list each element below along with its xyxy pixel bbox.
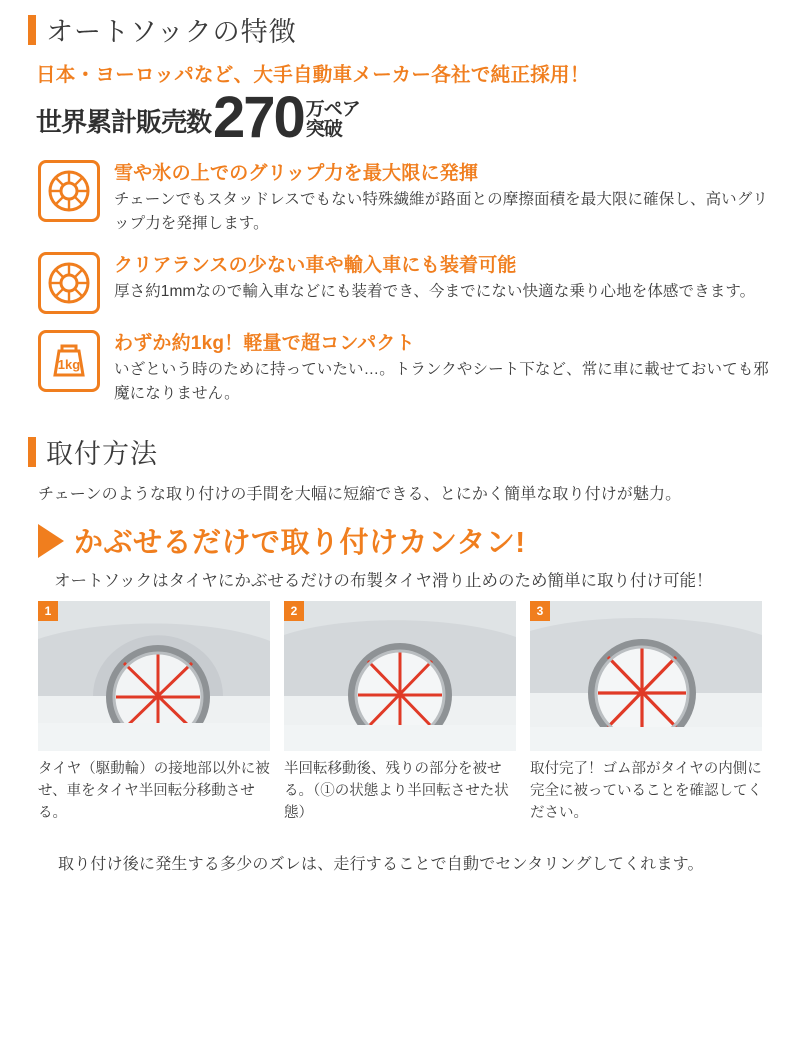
install-banner-text: かぶせるだけで取り付けカンタン! xyxy=(74,527,526,560)
step-photo xyxy=(284,601,516,751)
tire-icon xyxy=(38,252,100,314)
sales-count-suffix xyxy=(306,100,360,144)
features-section-heading xyxy=(28,10,772,49)
step-caption: 半回転移動後、残りの部分を被せる。（①の状態より半回転させた状態） xyxy=(284,761,509,821)
install-step xyxy=(38,601,270,824)
install-title: 取付方法 xyxy=(46,439,158,470)
sales-count-number: 270 xyxy=(213,85,304,150)
headline-lead: 日本・ヨーロッパなど、大手自動車メーカー各社で純正採用！ xyxy=(36,64,590,86)
tire-icon xyxy=(38,160,100,222)
feature-body xyxy=(114,328,772,406)
install-banner-subtext: オートソックはタイヤにかぶせるだけの布製タイヤ滑り止めのため簡単に取り付け可能！ xyxy=(54,572,713,591)
orange-bar-decoration xyxy=(28,15,36,45)
step-photo xyxy=(530,601,762,751)
step-number-badge: 2 xyxy=(284,601,304,621)
feature-item xyxy=(38,158,772,236)
sales-count-note: 突破 xyxy=(305,119,342,141)
install-steps xyxy=(38,601,772,824)
sales-count-unit: 万ペア xyxy=(305,99,360,121)
step-photo xyxy=(38,601,270,751)
install-lead-text: チェーンのような取り付けの手間を大幅に短縮できる、とにかく簡単な取り付けが魅力。 xyxy=(38,486,682,504)
step-caption: タイヤ（駆動輪）の接地部以外に被せ、車をタイヤ半回転分移動させる。 xyxy=(38,761,270,821)
install-closing-text: 取り付け後に発生する多少のズレは、走行することで自動でセンタリングしてくれます。 xyxy=(58,855,704,873)
step-number-badge: 3 xyxy=(530,601,550,621)
feature-text: チェーンでもスタッドレスでもない特殊繊維が路面との摩擦面積を最大限に確保し、高いグリップ力を発揮します。 xyxy=(114,191,768,233)
orange-bar-decoration xyxy=(28,437,36,467)
feature-text: 厚さ約1mmなので輸入車などにも装着でき、今までにない快適な乗り心地を体感できます。 xyxy=(114,283,756,301)
feature-title: 雪や氷の上でのグリップ力を最大限に発揮 xyxy=(114,163,479,185)
sales-count-row xyxy=(36,85,772,150)
feature-item xyxy=(38,328,772,406)
feature-item xyxy=(38,250,772,314)
install-section-heading xyxy=(28,432,772,471)
weight-1kg-icon xyxy=(38,330,100,392)
install-step xyxy=(530,601,762,824)
feature-body xyxy=(114,250,772,314)
feature-body xyxy=(114,158,772,236)
install-step xyxy=(284,601,516,824)
feature-title: クリアランスの少ない車や輸入車にも装着可能 xyxy=(114,255,517,277)
arrow-right-icon xyxy=(38,524,64,558)
feature-title: わずか約1kg！軽量で超コンパクト xyxy=(114,333,415,355)
page-root xyxy=(0,10,800,1052)
step-number-badge: 1 xyxy=(38,601,58,621)
page-title: オートソックの特徴 xyxy=(46,17,297,47)
sales-count-label: 世界累計販売数 xyxy=(36,107,212,138)
svg-text:1kg: 1kg xyxy=(57,357,81,373)
step-caption: 取付完了！ゴム部がタイヤの内側に完全に被っていることを確認してください。 xyxy=(530,761,762,821)
feature-text: いざという時のために持っていたい…。トランクやシート下など、常に車に載せておいても邪魔になりません。 xyxy=(114,361,769,403)
install-banner xyxy=(38,520,772,561)
